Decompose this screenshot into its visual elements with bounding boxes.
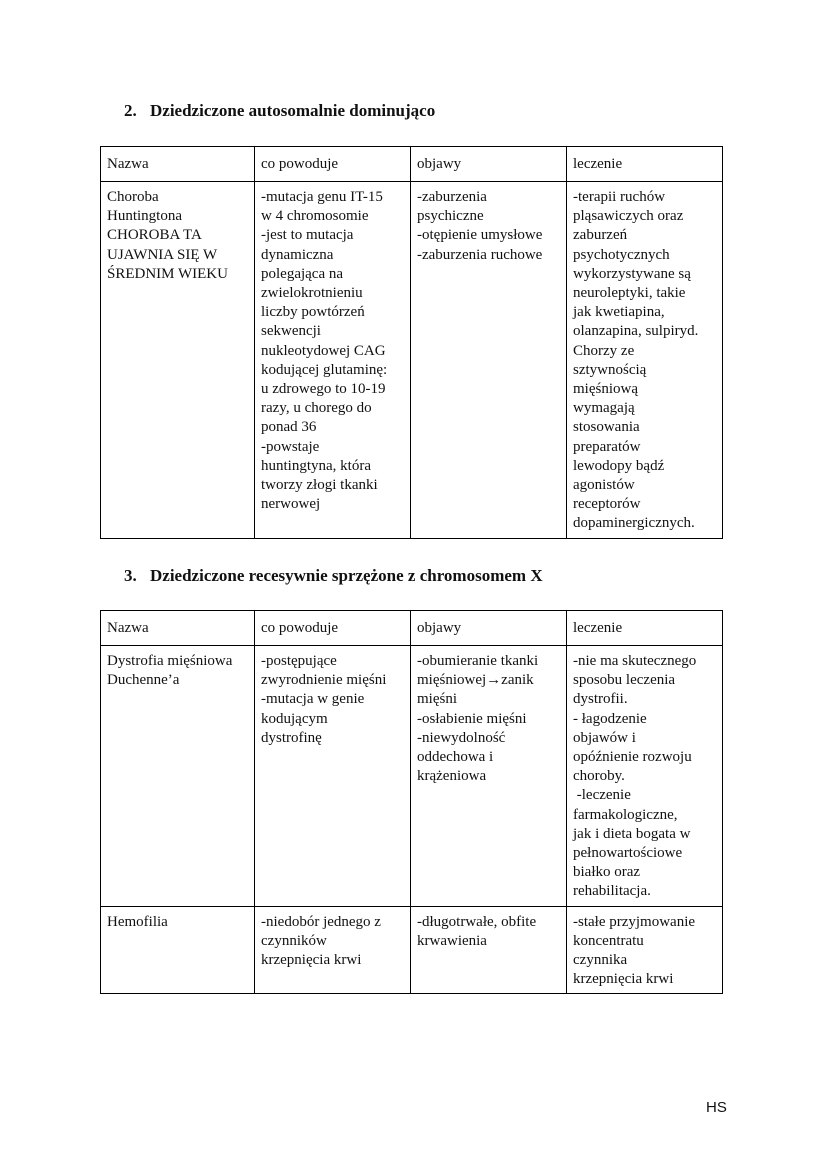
header-leczenie: leczenie xyxy=(567,147,723,182)
header-co-powoduje: co powoduje xyxy=(255,611,411,646)
section-3-number: 3. xyxy=(124,566,137,585)
cell-text-line: u zdrowego to 10-19 xyxy=(261,381,386,398)
cell-text-line: czynników xyxy=(261,932,327,949)
cell-text-line: czynnika xyxy=(573,952,628,969)
cell-text-line: kodującym xyxy=(261,710,328,727)
cell-text-line: wymagają xyxy=(573,400,635,417)
cell-text-line: oddechowa i xyxy=(417,749,494,766)
cell-nazwa xyxy=(101,906,255,994)
cell-text-line: Huntingtona xyxy=(107,208,182,225)
cell-text-line: choroby. xyxy=(573,768,625,785)
cell-text-line: stosowania xyxy=(573,419,640,436)
cell-text-line: rehabilitacja. xyxy=(573,883,651,900)
cell-text-line: pełnowartościowe xyxy=(573,845,683,862)
cell-text-line: w 4 chromosomie xyxy=(261,208,369,225)
cell-text-line: huntingtyna, która xyxy=(261,457,371,474)
cell-text-line: olanzapina, sulpiryd. xyxy=(573,323,699,340)
cell-text-line: tworzy złogi tkanki xyxy=(261,477,378,494)
table-row xyxy=(101,182,723,539)
cell-text-line: -osłabienie mięśni xyxy=(417,710,527,727)
cell-text-line: psychotycznych xyxy=(573,246,670,263)
cell-text-line: - łagodzenie xyxy=(573,710,647,727)
cell-leczenie xyxy=(567,906,723,994)
header-nazwa: Nazwa xyxy=(101,147,255,182)
cell-text-line: UJAWNIA SIĘ W xyxy=(107,246,218,263)
cell-text-line: zaburzeń xyxy=(573,227,628,244)
cell-text-line: -zaburzenia xyxy=(417,189,487,205)
cell-text-line: receptorów xyxy=(573,496,641,513)
cell-text-line: nukleotydowej CAG xyxy=(261,342,386,359)
cell-text-line: CHOROBA TA xyxy=(107,227,202,244)
footer-initials: HS xyxy=(706,1099,727,1116)
cell-text-line: sposobu leczenia xyxy=(573,672,676,689)
cell-text-line: krzepnięcia krwi xyxy=(573,971,674,988)
cell-text-line: -zaburzenia ruchowe xyxy=(417,246,543,263)
cell-text-line: razy, u chorego do xyxy=(261,400,372,417)
cell-text-line: krążeniowa xyxy=(417,768,487,785)
cell-text-line: neuroleptyki, takie xyxy=(573,285,686,302)
section-2-title: Dziedziczone autosomalnie dominująco xyxy=(150,101,436,120)
cell-text-line: -leczenie xyxy=(573,787,631,804)
cell-text-line: Duchenne’a xyxy=(107,672,180,689)
cell-text-line: sztywnością xyxy=(573,361,647,378)
cell-co-powoduje xyxy=(255,182,411,539)
cell-text-line: zwielokrotnieniu xyxy=(261,285,363,302)
cell-text-line: -mutacja w genie xyxy=(261,691,365,708)
cell-text-line: -długotrwałe, obfite xyxy=(417,913,537,930)
cell-text-line: -niewydolność xyxy=(417,729,506,746)
cell-text-line: -terapii ruchów xyxy=(573,189,666,205)
cell-text-line: ponad 36 xyxy=(261,419,317,436)
cell-text-line: nerwowej xyxy=(261,496,321,513)
cell-text-line: sekwencji xyxy=(261,323,321,340)
cell-text-line: dopaminergicznych. xyxy=(573,515,695,532)
cell-text-line: lewodopy bądź xyxy=(573,457,665,474)
cell-objawy xyxy=(411,182,567,539)
cell-text-line: dystrofinę xyxy=(261,729,322,746)
cell-text-line: -nie ma skutecznego xyxy=(573,653,697,669)
cell-text-line: opóźnienie rozwoju xyxy=(573,749,692,766)
cell-text-line: ŚREDNIM WIEKU xyxy=(107,265,228,282)
cell-text-line: farmakologiczne, xyxy=(573,806,678,823)
cell-text-line: -postępujące xyxy=(261,653,337,669)
cell-text-line: polegająca na xyxy=(261,265,344,282)
table-autosomal-dominant xyxy=(100,146,723,539)
table-row xyxy=(101,906,723,994)
cell-text-line: Chorzy ze xyxy=(573,342,635,359)
cell-text-line: mięśni xyxy=(417,691,457,708)
cell-nazwa xyxy=(101,182,255,539)
cell-co-powoduje xyxy=(255,646,411,907)
table-header-row xyxy=(101,147,723,182)
cell-text-line: krzepnięcia krwi xyxy=(261,952,362,969)
cell-text-line: jak kwetiapina, xyxy=(573,304,665,321)
header-nazwa: Nazwa xyxy=(101,611,255,646)
cell-text-line: jak i dieta bogata w xyxy=(573,825,691,842)
cell-text-line: zwyrodnienie mięśni xyxy=(261,672,387,689)
cell-text-line: -stałe przyjmowanie xyxy=(573,913,696,930)
cell-text-line: pląsawiczych oraz xyxy=(573,208,684,225)
cell-text-line: Hemofilia xyxy=(107,913,168,930)
cell-text-line: -powstaje xyxy=(261,438,320,455)
cell-objawy xyxy=(411,906,567,994)
cell-objawy xyxy=(411,646,567,907)
section-2-number: 2. xyxy=(124,101,137,120)
cell-text-line: Choroba xyxy=(107,189,159,205)
cell-text-line: -niedobór jednego z xyxy=(261,913,381,930)
section-3-heading xyxy=(124,566,543,586)
section-2-heading xyxy=(124,101,435,121)
cell-nazwa xyxy=(101,646,255,907)
cell-leczenie xyxy=(567,646,723,907)
cell-co-powoduje xyxy=(255,906,411,994)
header-objawy: objawy xyxy=(411,147,567,182)
cell-text-line: mięśniową xyxy=(573,381,638,398)
cell-text-line: dystrofii. xyxy=(573,691,628,708)
cell-text-line: psychiczne xyxy=(417,208,484,225)
cell-text-line: -otępienie umysłowe xyxy=(417,227,543,244)
header-leczenie: leczenie xyxy=(567,611,723,646)
cell-text-line: -mutacja genu IT-15 xyxy=(261,189,383,205)
cell-text-line: agonistów xyxy=(573,477,635,494)
table-row xyxy=(101,646,723,907)
cell-text-line: białko oraz xyxy=(573,864,641,881)
cell-text-line: dynamiczna xyxy=(261,246,334,263)
cell-text-line: preparatów xyxy=(573,438,641,455)
cell-text-line: liczby powtórzeń xyxy=(261,304,365,321)
cell-text-line: -jest to mutacja xyxy=(261,227,354,244)
cell-text-line: Dystrofia mięśniowa xyxy=(107,653,233,669)
cell-text-line: kodującej glutaminę: xyxy=(261,361,388,378)
cell-leczenie xyxy=(567,182,723,539)
cell-text-line: -obumieranie tkanki xyxy=(417,653,539,669)
cell-text-line: objawów i xyxy=(573,729,636,746)
cell-text-line: wykorzystywane są xyxy=(573,265,691,282)
table-x-linked-recessive xyxy=(100,610,723,994)
header-co-powoduje: co powoduje xyxy=(255,147,411,182)
table-header-row xyxy=(101,611,723,646)
section-3-title: Dziedziczone recesywnie sprzężone z chromosomem X xyxy=(150,566,543,585)
cell-text-line: krwawienia xyxy=(417,932,487,949)
header-objawy: objawy xyxy=(411,611,567,646)
cell-text-line: mięśniowej→zanik xyxy=(417,672,534,689)
cell-text-line: koncentratu xyxy=(573,932,644,949)
